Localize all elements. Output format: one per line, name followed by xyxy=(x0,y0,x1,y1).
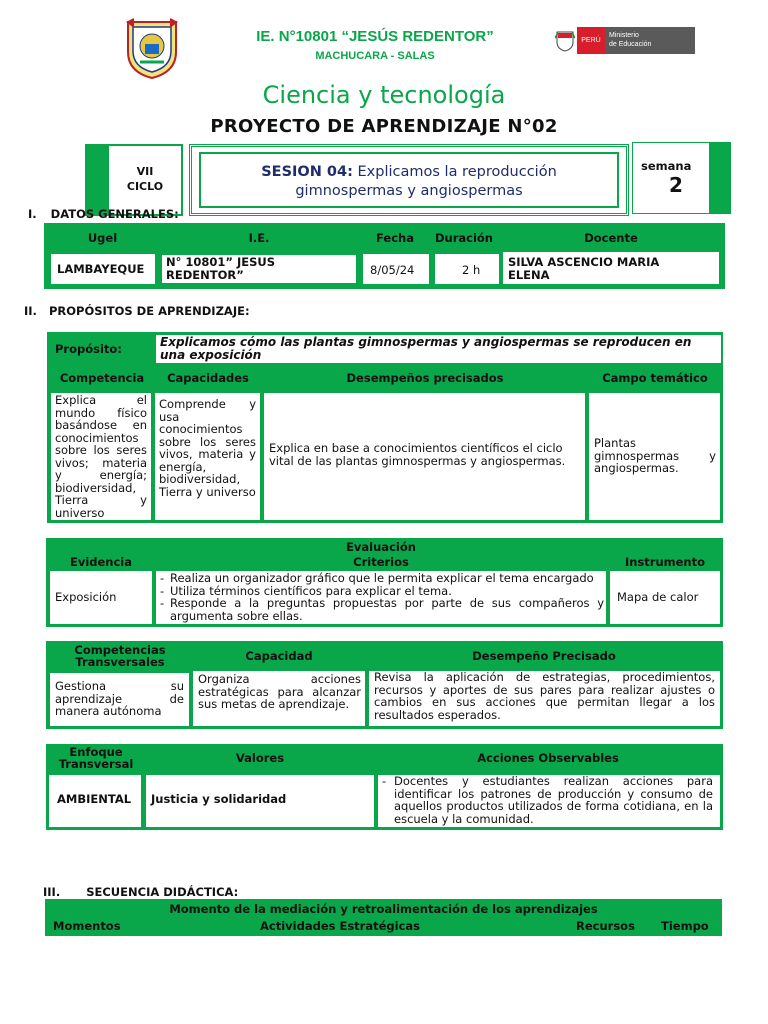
school-name: IE. N°10801 “JESÚS REDENTOR” xyxy=(256,28,494,45)
cell-docente-line1: SILVA ASCENCIO MARIA xyxy=(508,255,660,269)
header-recursos: Recursos xyxy=(576,919,635,933)
cell-instrumento: Mapa de calor xyxy=(617,590,699,604)
session-title: Explicamos la reproducción xyxy=(352,164,557,180)
header-tiempo: Tiempo xyxy=(661,919,709,933)
ministry-name-line1: Ministerio xyxy=(609,32,639,39)
section-title-secuencia: SECUENCIA DIDÁCTICA: xyxy=(86,885,239,899)
header-instrumento: Instrumento xyxy=(624,555,706,569)
header-desempeno-precisado: Desempeño Precisado xyxy=(369,643,719,669)
criterios-list xyxy=(158,572,604,622)
ciclo-label: CICLO xyxy=(126,180,164,193)
proposito-label: Propósito: xyxy=(55,342,122,356)
header-momento-mediacion: Momento de la mediación y retroalimentación de los aprendizajes xyxy=(169,902,598,916)
ministry-logo xyxy=(553,27,695,54)
accion-item: - Docentes y estudiantes realizan acciones para identificar los patrones de producción y consumo de aquellos productos utilizados de forma cotidiana, en la escuela y la comunidad. xyxy=(380,775,713,825)
semana-label: semana xyxy=(641,159,692,173)
criterio-item: - Responde a la preguntas propuestas por parte de sus compañeros y argumenta sobre ellas. xyxy=(158,597,604,622)
header-valores: Valores xyxy=(146,746,374,770)
cell-fecha: 8/05/24 xyxy=(370,263,415,277)
col-header-competencia: Competencia xyxy=(52,368,152,388)
cell-competencia: Explica el mundo físico basándose en conocimientos sobre los seres vivos; materia y energía; biodiversidad, Tierra y universo xyxy=(55,393,147,520)
ministry-name-line2: de Educación xyxy=(609,41,652,48)
col-header-capacidades: Capacidades xyxy=(156,368,260,388)
section-number-1: I. xyxy=(28,207,37,221)
header-momentos: Momentos xyxy=(53,919,121,933)
section-title-datos: DATOS GENERALES: xyxy=(50,207,179,221)
ciclo-number: VII xyxy=(136,165,154,178)
school-location: MACHUCARA - SALAS xyxy=(315,50,435,62)
cell-desempeno-transversal: Revisa la aplicación de estrategias, procedimientos, recursos y aportes de sus pares para realizar ajustes o cambios en sus acciones que permitan llegar a los resultados esperados. xyxy=(374,670,715,722)
section-title-propositos: PROPÓSITOS DE APRENDIZAJE: xyxy=(48,304,250,318)
col-header-ugel: Ugel xyxy=(50,228,155,248)
header-competencias-transversales: Competencias Transversales xyxy=(52,643,188,669)
cell-evidencia: Exposición xyxy=(55,590,117,604)
cell-capacidades: Comprende y usa conocimientos sobre los seres vivos, materia y energía, biodiversidad, Tierra y universo xyxy=(159,397,256,499)
cell-capacidad-transversal: Organiza acciones estratégicas para alcanzar sus metas de aprendizaje. xyxy=(198,672,361,711)
semana-box xyxy=(632,142,730,214)
cell-ugel: LAMBAYEQUE xyxy=(57,262,145,276)
header-actividades: Actividades Estratégicas xyxy=(260,919,420,933)
cell-desempeno: Explica en base a conocimientos científicos el ciclo vital de las plantas gimnospermas y angiospermas. xyxy=(269,441,566,468)
section-number-3: III. xyxy=(43,885,61,899)
cell-enfoque: AMBIENTAL xyxy=(57,792,132,806)
project-title: PROYECTO DE APRENDIZAJE N°02 xyxy=(210,116,558,137)
section-number-2: II. xyxy=(24,304,37,318)
subject-title: Ciencia y tecnología xyxy=(262,81,506,109)
ministry-country: PERÚ xyxy=(577,27,605,54)
peru-shield-icon xyxy=(553,27,577,54)
school-crest-logo xyxy=(124,18,180,80)
cell-ie-line2: REDENTOR” xyxy=(166,267,244,282)
criterio-item: - Utiliza términos científicos para explicar el tema. xyxy=(158,585,604,598)
cell-competencia-transversal: Gestiona su aprendizaje de manera autónoma xyxy=(55,679,184,718)
header-evidencia: Evidencia xyxy=(69,555,133,569)
header-capacidad: Capacidad xyxy=(193,643,365,669)
col-header-ie: I.E. xyxy=(160,228,358,248)
col-header-campo: Campo temático xyxy=(590,368,720,388)
acciones-list xyxy=(380,775,713,825)
cell-campo: Plantas gimnospermas y angiospermas. xyxy=(594,436,716,475)
header-criterios: Criterios xyxy=(353,555,409,569)
cell-duracion: 2 h xyxy=(462,263,481,277)
ciclo-box xyxy=(85,144,183,216)
criterio-item: - Realiza un organizador gráfico que le permita explicar el tema encargado xyxy=(158,572,604,585)
cell-valores: Justicia y solidaridad xyxy=(151,792,287,806)
header-acciones: Acciones Observables xyxy=(378,746,718,770)
proposito-text: Explicamos cómo las plantas gimnospermas y angiospermas se reproducen en una exposición xyxy=(160,335,692,362)
cell-docente-line2: ELENA xyxy=(508,267,550,282)
session-title-box xyxy=(189,144,629,216)
col-header-desempenos: Desempeños precisados xyxy=(264,368,586,388)
col-header-fecha: Fecha xyxy=(362,228,428,248)
session-title-line2: gimnospermas y angiospermas xyxy=(295,183,523,199)
session-label: SESION 04: xyxy=(261,164,353,180)
header-enfoque: Enfoque Transversal xyxy=(52,746,140,770)
col-header-duracion: Duración xyxy=(430,228,498,248)
semana-number: 2 xyxy=(669,173,683,197)
col-header-docente: Docente xyxy=(502,228,720,248)
cell-ie-line1: N° 10801” JESUS xyxy=(166,255,275,269)
header-evaluacion: Evaluación xyxy=(346,540,416,554)
